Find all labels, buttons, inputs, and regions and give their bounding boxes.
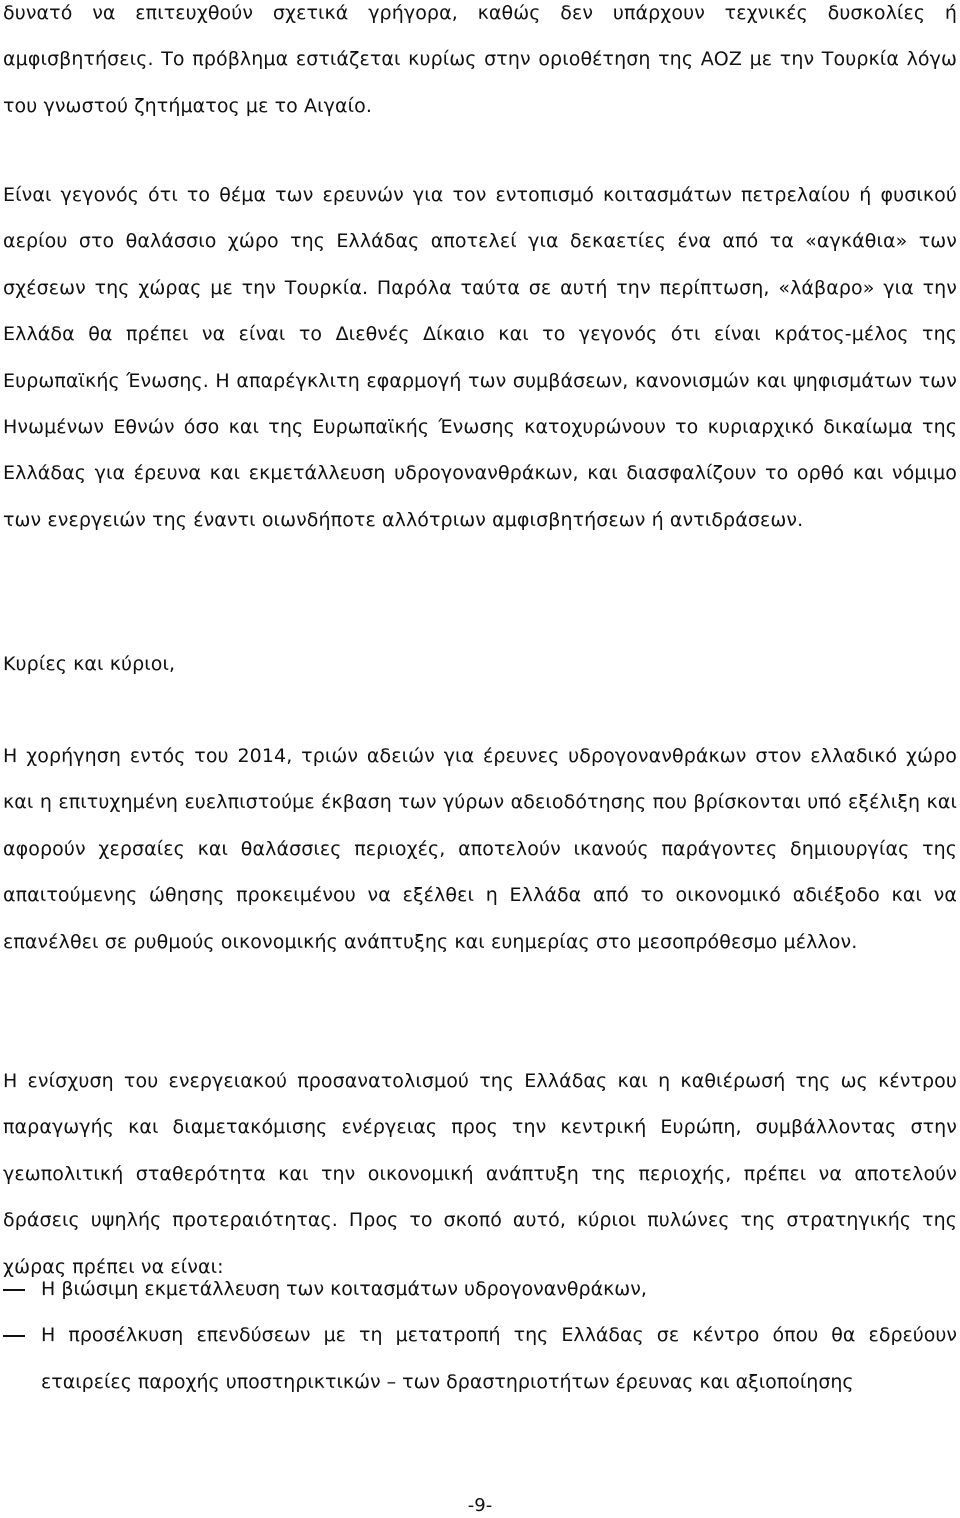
list-item-text: Η βιώσιμη εκμετάλλευση των κοιτασμάτων υδρογονανθράκων,: [41, 1278, 647, 1300]
list-item-text: Η προσέλκυση επενδύσεων με τη μετατροπή της Ελλάδας σε κέντρο όπου θα εδρεύουν εταιρείες παροχής υποστηρικτικών – των δραστηριοτήτων έρευνας και αξιοποίησης: [41, 1324, 957, 1393]
dash-bullet-icon: [3, 1335, 25, 1337]
paragraph-research-issue: Είναι γεγονός ότι το θέμα των ερευνών για τον εντοπισμό κοιτασμάτων πετρελαίου ή φυσικού αερίου στο θαλάσσιο χώρο της Ελλάδας αποτελεί για δεκαετίες ένα από τα «αγκάθια» των σχέσεων της χώρας με την Τουρκία. Παρόλα ταύτα σε αυτή την περίπτωση, «λάβαρο» για την Ελλάδα θα πρέπει να είναι το Διεθνές Δίκαιο και το γεγονός ότι είναι κράτος-μέλος της Ευρωπαϊκής Ένωσης. Η απαρέγκλιτη εφαρμογή των συμβάσεων, κανονισμών και ψηφισμάτων των Ηνωμένων Εθνών όσο και της Ευρωπαϊκής Ένωσης κατοχυρώνουν το κυριαρχικό δικαίωμα της Ελλάδας για έρευνα και εκμετάλλευση υδρογονανθράκων, και διασφαλίζουν το ορθό και νόμιμο των ενεργειών της έναντι οιωνδήποτε αλλότριων αμφισβητήσεων ή αντιδράσεων.: [3, 184, 957, 531]
paragraph-continuation: δυνατό να επιτευχθούν σχετικά γρήγορα, καθώς δεν υπάρχουν τεχνικές δυσκολίες ή αμφισβητήσεις. Το πρόβλημα εστιάζεται κυρίως στην οριοθέτηση της ΑΟΖ με την Τουρκία λόγω του γνωστού ζητήματος με το Αιγαίο.: [3, 2, 957, 117]
paragraph-salutation: Κυρίες και κύριοι,: [3, 653, 176, 675]
paragraph-licenses: Η χορήγηση εντός του 2014, τριών αδειών για έρευνες υδρογονανθράκων στον ελλαδικό χώρο και η επιτυχημένη ευελπιστούμε έκβαση των γύρων αδειοδότησης που βρίσκονται υπό εξέλιξη και αφορούν χερσαίες και θαλάσσιες περιοχές, αποτελούν ικανούς παράγοντες δημιουργίας της απαιτούμενης ώθησης προκειμένου να εξέλθει η Ελλάδα από το οικονομικό αδιέξοδο και να επανέλθει σε ρυθμούς οικονομικής ανάπτυξης και ευημερίας στο μεσοπρόθεσμο μέλλον.: [3, 745, 957, 953]
paragraph-energy-orientation: Η ενίσχυση του ενεργειακού προσανατολισμού της Ελλάδας και η καθιέρωσή της ως κέντρου παραγωγής και διαμετακόμισης ενέργειας προς την κεντρική Ευρώπη, συμβάλλοντας στην γεωπολιτική σταθερότητα και την οικονομική ανάπτυξη της περιοχής, πρέπει να αποτελούν δράσεις υψηλής προτεραιότητας. Προς το σκοπό αυτό, κύριοι πυλώνες της στρατηγικής της χώρας πρέπει να είναι:: [3, 1070, 957, 1278]
list-item: [3, 1312, 957, 1405]
strategy-pillars-list: [3, 1266, 957, 1405]
dash-bullet-icon: [3, 1289, 25, 1291]
list-item: [3, 1266, 957, 1312]
page-number: -9-: [467, 1495, 493, 1516]
